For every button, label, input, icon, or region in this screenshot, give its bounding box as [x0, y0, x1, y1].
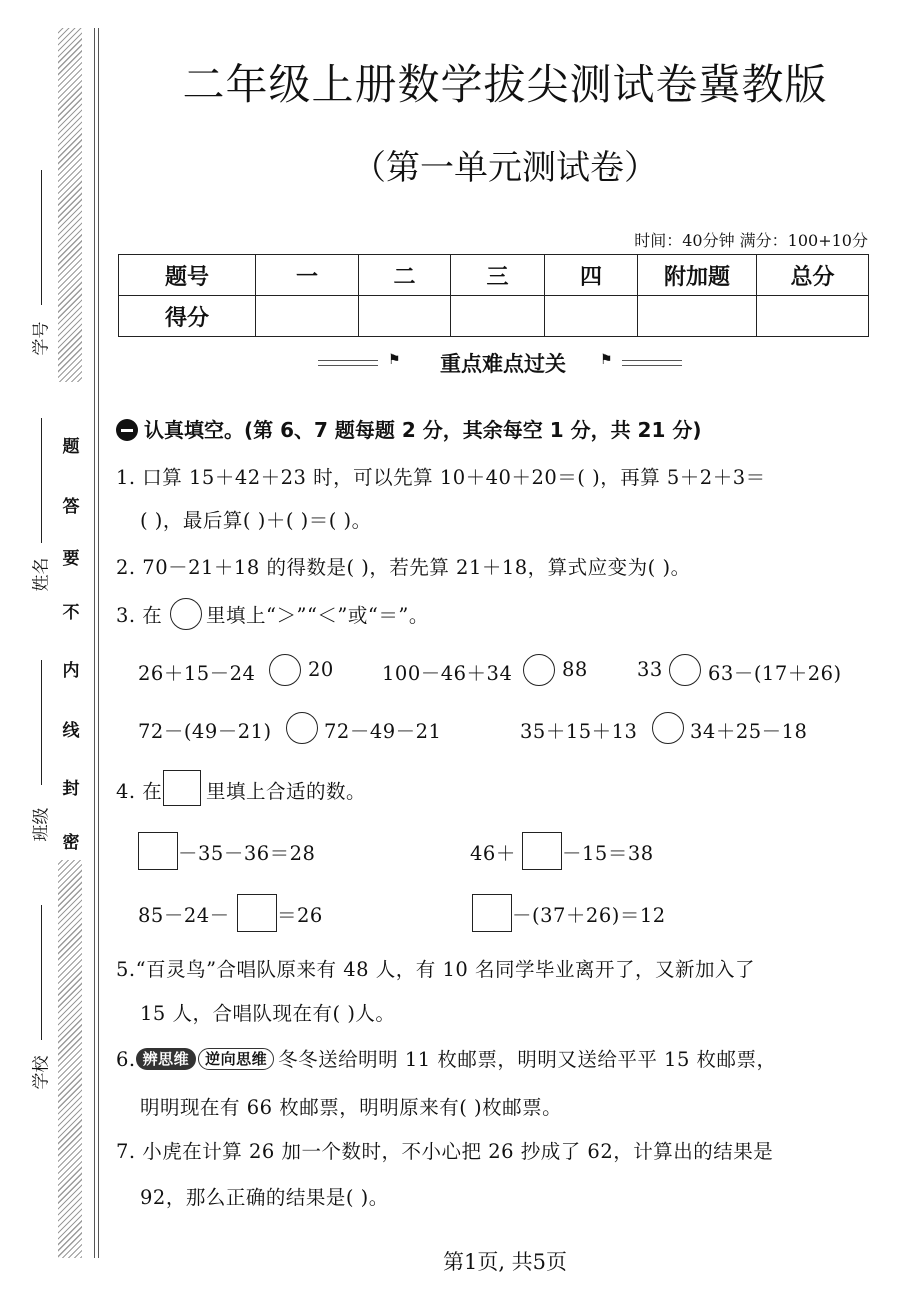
question-1-line-2: ( )，最后算( )＋( )＝( )。	[140, 509, 372, 532]
score-cell: 总分	[757, 255, 869, 296]
page-footer: 第1页, 共5页	[442, 1250, 568, 1274]
question-2: 2. 70－21＋18 的得数是( )，若先算 21＋18，算式应变为( )。	[116, 556, 691, 579]
question-7-line-2: 92，那么正确的结果是( )。	[140, 1186, 389, 1209]
flag-icon: ⚑	[600, 352, 613, 368]
score-input-cell[interactable]	[638, 296, 757, 337]
banner-rule	[622, 360, 682, 366]
answer-box[interactable]	[522, 832, 562, 870]
equation-left: 85－24－	[138, 904, 230, 927]
compare-left: 33	[637, 658, 663, 681]
compare-circle[interactable]	[286, 712, 318, 744]
question-5-line-1: 5.“百灵鸟”合唱队原来有 48 人，有 10 名同学毕业离开了，又新加入了	[116, 958, 755, 981]
compare-right: 20	[308, 658, 334, 681]
answer-box[interactable]	[472, 894, 512, 932]
question-6-line-1: 6. 辨思维 逆向思维 冬冬送给明明 11 枚邮票，明明又送给平平 15 枚邮票，	[116, 1048, 777, 1071]
score-input-cell[interactable]	[359, 296, 451, 337]
equation-right: －(37＋26)＝12	[512, 904, 666, 927]
score-table	[118, 254, 869, 337]
question-4-prefix: 4. 在	[116, 780, 163, 803]
question-7-line-1: 7. 小虎在计算 26 加一个数时，不小心把 26 抄成了 62，计算出的结果是	[116, 1140, 774, 1163]
name-line	[41, 418, 42, 543]
section-heading: 认真填空。(第 6、7 题每题 2 分，其余每空 1 分，共 21 分)	[116, 414, 701, 443]
compare-circle[interactable]	[523, 654, 555, 686]
equation-right: ＝26	[277, 904, 323, 927]
student-id-label: 学号	[31, 321, 52, 356]
compare-circle[interactable]	[652, 712, 684, 744]
section-banner	[318, 346, 688, 376]
page-title: 二年级上册数学拔尖测试卷冀教版	[182, 60, 828, 109]
binding-line	[98, 28, 99, 1258]
reverse-thinking-tag: 逆向思维	[198, 1048, 274, 1070]
compare-right: 34＋25－18	[690, 720, 808, 743]
question-4-text: 里填上合适的数。	[206, 780, 367, 803]
seal-char: 封	[62, 779, 80, 799]
seal-char: 内	[62, 661, 80, 681]
compare-left: 26＋15－24	[138, 662, 256, 685]
name-label: 姓名	[31, 557, 52, 592]
question-1-line-1: 1. 口算 15＋42＋23 时，可以先算 10＋40＋20＝( )，再算 5＋2＋3＝	[116, 466, 766, 489]
seal-char: 线	[62, 721, 80, 741]
score-input-cell[interactable]	[256, 296, 359, 337]
seal-char: 题	[62, 437, 80, 457]
class-line	[41, 660, 42, 785]
compare-left: 35＋15＋13	[520, 720, 638, 743]
compare-right: 88	[562, 658, 588, 681]
score-table-header-row	[119, 255, 869, 296]
question-3-text: 里填上“＞”“＜”或“＝”。	[206, 604, 429, 627]
seal-char: 密	[62, 833, 80, 853]
score-cell: 三	[451, 255, 545, 296]
class-label: 班级	[31, 807, 52, 842]
equation-left: 46＋	[470, 842, 516, 865]
score-input-cell[interactable]	[451, 296, 545, 337]
score-cell: 二	[359, 255, 451, 296]
answer-box[interactable]	[138, 832, 178, 870]
banner-text: 重点难点过关	[440, 352, 566, 376]
score-cell: 得分	[119, 296, 256, 337]
compare-circle[interactable]	[269, 654, 301, 686]
answer-box-example	[163, 770, 201, 806]
equation-right: －35－36＝28	[178, 842, 316, 865]
thinking-tag: 辨思维	[136, 1048, 197, 1070]
compare-right: 63－(17＋26)	[708, 662, 842, 685]
binding-line	[94, 28, 95, 1258]
compare-right: 72－49－21	[324, 720, 442, 743]
compare-circle-example	[170, 598, 202, 630]
section-number-icon	[116, 419, 138, 441]
score-cell: 题号	[119, 255, 256, 296]
flag-icon: ⚑	[388, 352, 401, 368]
compare-left: 100－46＋34	[382, 662, 513, 685]
exam-meta: 时间：40分钟 满分：100+10分	[634, 231, 868, 250]
score-cell: 附加题	[638, 255, 757, 296]
school-line	[41, 905, 42, 1040]
banner-rule	[318, 360, 378, 366]
score-cell: 四	[545, 255, 638, 296]
equation-right: －15＝38	[562, 842, 654, 865]
student-id-line	[41, 170, 42, 305]
seal-char: 答	[62, 497, 80, 517]
answer-box[interactable]	[237, 894, 277, 932]
compare-left: 72－(49－21)	[138, 720, 272, 743]
score-cell: 一	[256, 255, 359, 296]
question-6-line-2: 明明现在有 66 枚邮票，明明原来有( )枚邮票。	[140, 1096, 563, 1119]
question-5-line-2: 15 人，合唱队现在有( )人。	[140, 1002, 396, 1025]
score-input-cell[interactable]	[545, 296, 638, 337]
compare-circle[interactable]	[669, 654, 701, 686]
score-table-score-row	[119, 296, 869, 337]
school-label: 学校	[31, 1055, 52, 1090]
question-3-prefix: 3. 在	[116, 604, 163, 627]
seal-char: 要	[62, 549, 80, 569]
score-input-cell[interactable]	[757, 296, 869, 337]
seal-char: 不	[62, 603, 80, 623]
page-subtitle: （第一单元测试卷）	[352, 148, 658, 188]
